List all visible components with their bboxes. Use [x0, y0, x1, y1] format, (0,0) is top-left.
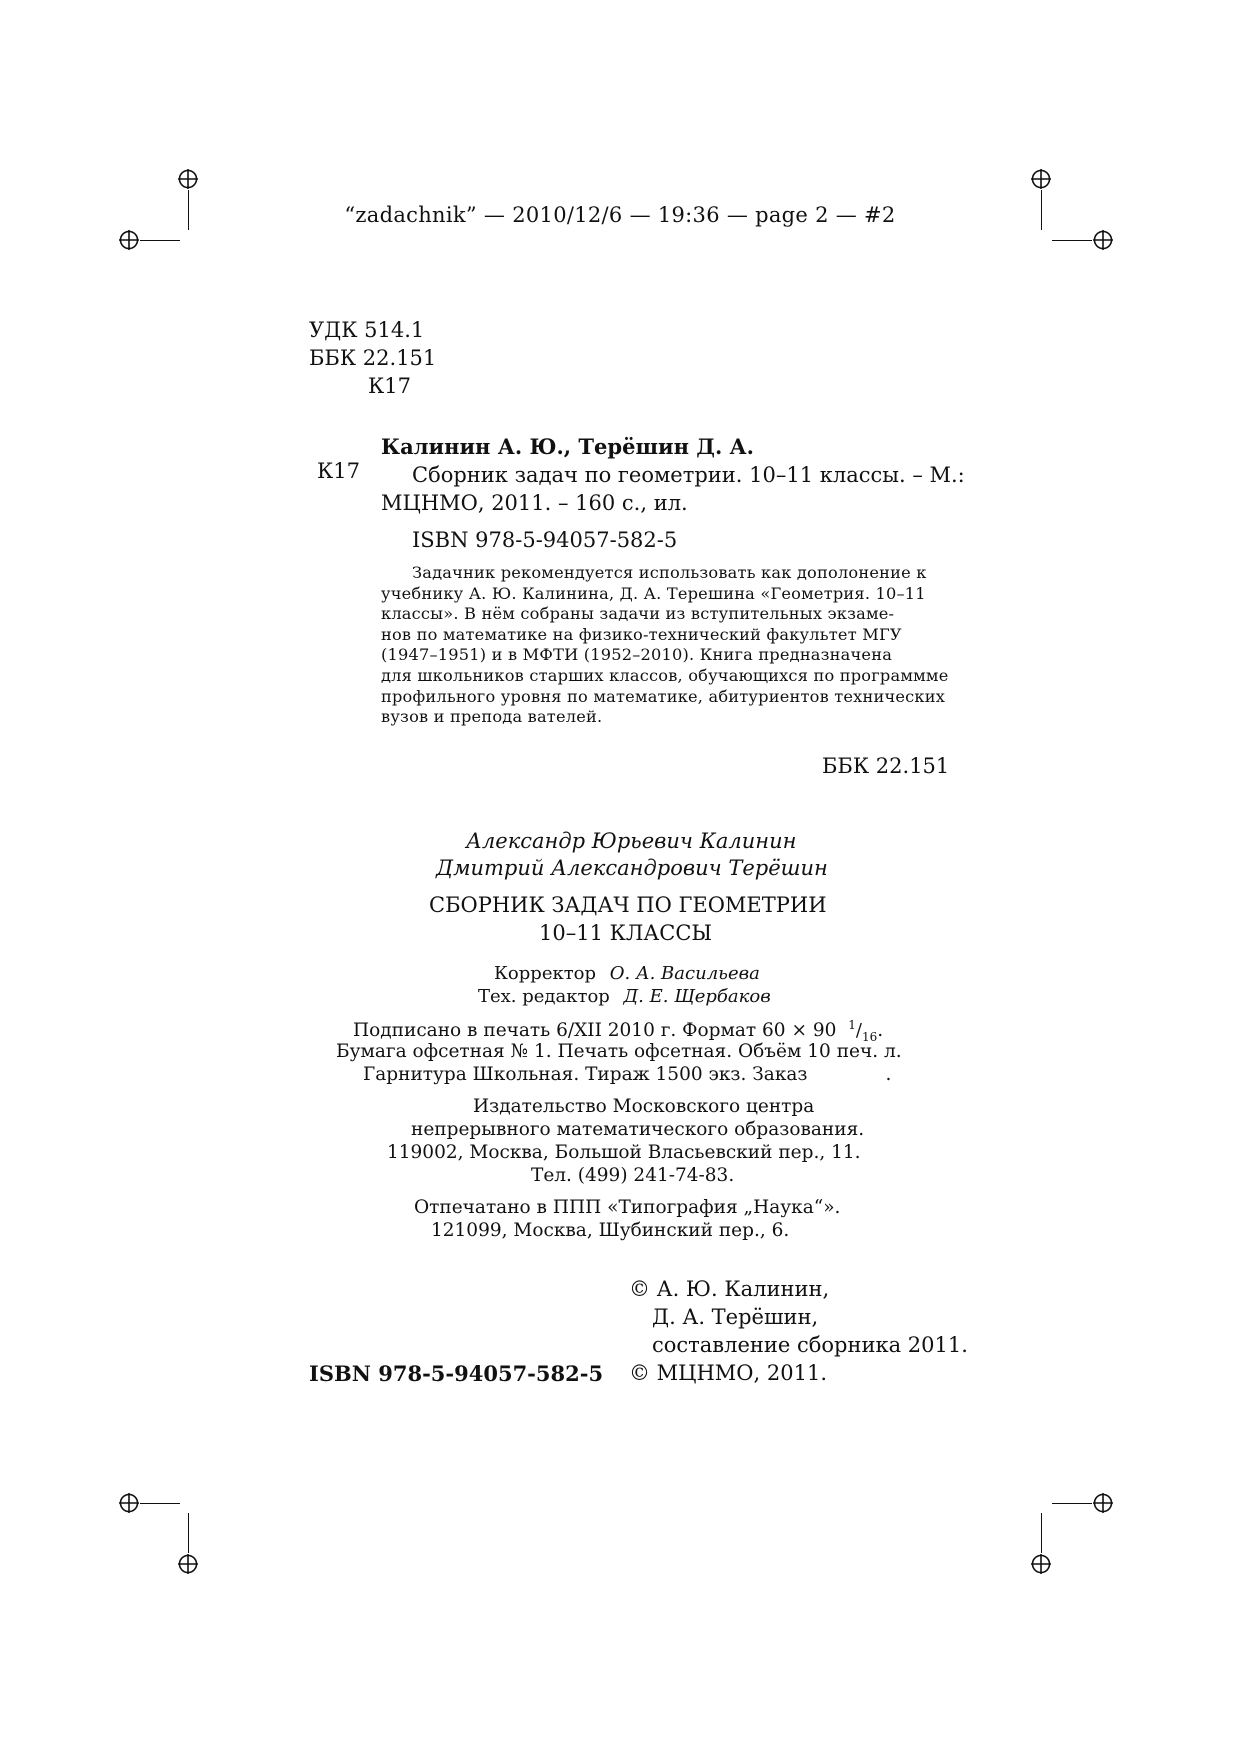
registration-mark-icon	[177, 168, 199, 190]
abstract-line: профильного уровня по математике, абитуриентов технических	[381, 686, 946, 706]
print-details-text: Подписано в печать 6/XII 2010 г. Формат 60 × 90	[353, 1020, 837, 1042]
corrector-line	[494, 963, 760, 984]
abstract-line: Задачник рекомендуется использовать как дополонение к	[412, 563, 927, 582]
crop-line	[140, 1503, 180, 1504]
print-details-line3: Гарнитура Школьная. Тираж 1500 экз. Заказ .	[363, 1064, 892, 1085]
imprint-title: СБОРНИК ЗАДАЧ ПО ГЕОМЕТРИИ	[429, 893, 827, 917]
bib-title-line1: Сборник задач по геометрии. 10–11 классы. – М.:	[412, 463, 965, 487]
imprint-author-2: Дмитрий Александрович Терёшин	[436, 856, 828, 880]
publisher-line2: непрерывного математического образования.	[411, 1119, 865, 1140]
running-header: “zadachnik” — 2010/12/6 — 19:36 — page 2 — #2	[344, 203, 896, 227]
registration-mark-icon	[1030, 168, 1052, 190]
tech-editor-name: Д. Е. Щербаков	[623, 986, 771, 1007]
abstract-bbk: ББК 22.151	[822, 754, 950, 778]
format-denominator: 16	[862, 1029, 878, 1044]
imprint-subtitle: 10–11 КЛАССЫ	[539, 921, 713, 945]
crop-line	[188, 1513, 189, 1553]
abstract-line: нов по математике на физико-технический факультет МГУ	[381, 624, 902, 644]
crop-line	[1041, 1513, 1042, 1553]
corrector-name: О. А. Васильева	[609, 963, 760, 984]
crop-line	[1052, 240, 1092, 241]
bib-title-line2: МЦНМО, 2011. – 160 с., ил.	[381, 491, 688, 515]
abstract-line: вузов и препода вателей.	[381, 707, 603, 727]
bib-isbn: ISBN 978-5-94057-582-5	[412, 528, 678, 552]
corrector-label: Корректор	[494, 963, 597, 984]
author-mark: К17	[368, 374, 411, 398]
copyright-line3: составление сборника 2011.	[652, 1333, 968, 1357]
print-details-line1: Подписано в печать 6/XII 2010 г. Формат 60 × 90 $^1/_{16}$.	[353, 1018, 884, 1044]
abstract	[381, 563, 951, 728]
printer-line1: Отпечатано в ППП «Типография „Наука“».	[414, 1197, 841, 1218]
copyright-line2: Д. А. Терёшин,	[652, 1305, 819, 1329]
imprint-author-1: Александр Юрьевич Калинин	[466, 829, 797, 853]
crop-line	[1052, 1503, 1092, 1504]
registration-mark-icon	[1092, 229, 1114, 251]
copyright-line1: © А. Ю. Калинин,	[629, 1277, 830, 1301]
registration-mark-icon	[177, 1553, 199, 1575]
registration-mark-icon	[1030, 1553, 1052, 1575]
printer-line2: 121099, Москва, Шубинский пер., 6.	[431, 1220, 790, 1241]
format-numerator: 1	[848, 1018, 856, 1032]
crop-line	[140, 240, 180, 241]
registration-mark-icon	[118, 229, 140, 251]
registration-mark-icon	[1092, 1492, 1114, 1514]
print-details-line2: Бумага офсетная № 1. Печать офсетная. Объём 10 печ. л.	[336, 1041, 902, 1062]
abstract-line: (1947–1951) и в МФТИ (1952–2010). Книга предназначена	[381, 645, 893, 665]
abstract-line: учебнику А. Ю. Калинина, Д. А. Терешина «Геометрия. 10–11	[381, 583, 926, 603]
bib-side-code: К17	[317, 459, 360, 483]
tech-editor-line	[478, 986, 771, 1007]
publisher-phone: Тел. (499) 241-74-83.	[531, 1165, 735, 1186]
footer-isbn: ISBN 978-5-94057-582-5	[309, 1361, 604, 1386]
copyright-line4: © МЦНМО, 2011.	[629, 1361, 827, 1385]
publisher-address: 119002, Москва, Большой Власьевский пер., 11.	[387, 1142, 861, 1163]
abstract-line: классы». В нём собраны задачи из вступительных экзаме-	[381, 604, 895, 624]
abstract-line: для школьников старших классов, обучающихся по программме	[381, 665, 949, 685]
tech-editor-label: Тех. редактор	[478, 986, 610, 1007]
publisher-line1: Издательство Московского центра	[473, 1096, 815, 1117]
bbk-code: ББК 22.151	[309, 346, 437, 370]
print-details-text: Гарнитура Школьная. Тираж 1500 экз. Заказ	[363, 1064, 808, 1085]
bib-authors: Калинин А. Ю., Терёшин Д. А.	[381, 434, 754, 459]
registration-mark-icon	[118, 1492, 140, 1514]
udk-code: УДК 514.1	[309, 318, 425, 342]
